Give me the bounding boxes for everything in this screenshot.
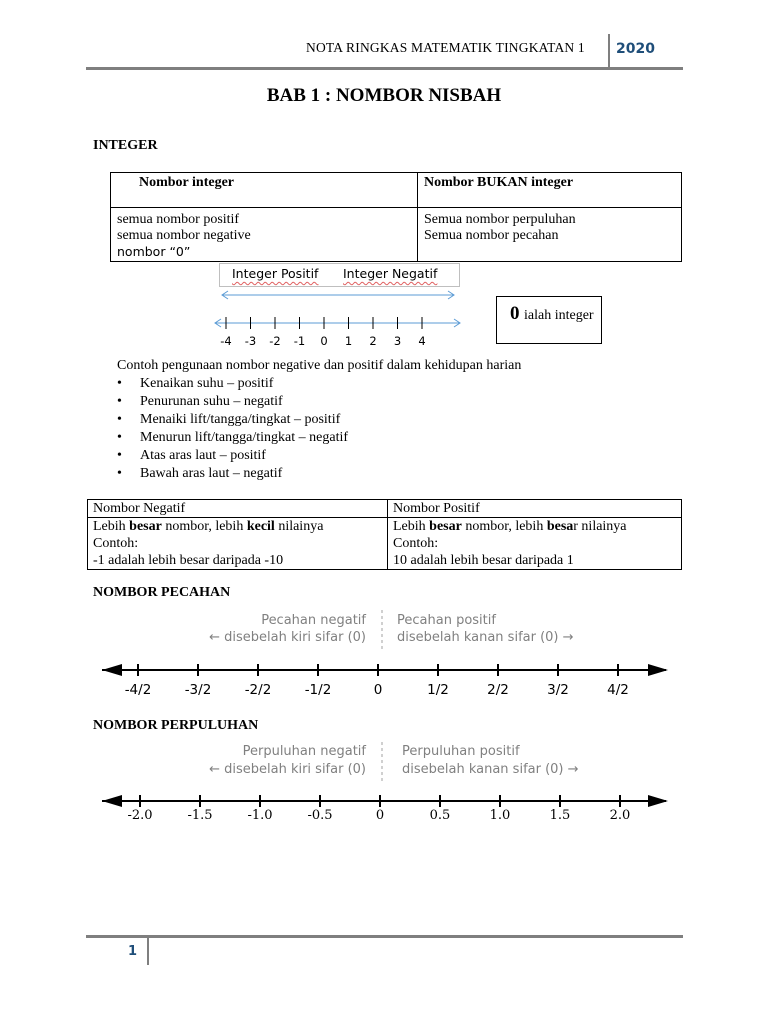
- integer-line-2: semua nombor negative: [117, 228, 251, 243]
- negative-contoh: Contoh:: [93, 536, 139, 551]
- decimal-tick-label: -1.0: [247, 808, 273, 823]
- decimal-tick-label: -0.5: [307, 808, 333, 823]
- positive-header: Nombor Positif: [388, 500, 682, 518]
- decimal-tick-label: 2.0: [609, 808, 631, 823]
- decimal-axis-left-arrow: [102, 795, 122, 807]
- negative-example: -1 adalah lebih besar daripada -10: [93, 553, 284, 568]
- integer-cell: [111, 208, 418, 262]
- integer-number-line: [210, 285, 470, 350]
- negative-rule: Lebih besar nombor, lebih kecil nilainya: [93, 519, 324, 534]
- integer-tick-label: 3: [393, 334, 402, 348]
- positive-contoh: Contoh:: [393, 536, 439, 551]
- list-item: • Bawah aras laut – negatif: [117, 465, 348, 483]
- zero-note-box: [496, 296, 602, 344]
- fraction-tick-label: -1/2: [304, 682, 332, 696]
- decimal-positive-label: Perpuluhan positif disebelah kanan sifar (0) →: [402, 744, 579, 777]
- list-item: • Menaiki lift/tangga/tingkat – positif: [117, 411, 348, 429]
- negative-header: Nombor Negatif: [88, 500, 388, 518]
- integer-negative-label: Integer Negatif: [343, 266, 438, 281]
- decimal-number-line: [90, 738, 680, 828]
- integer-header: Nombor integer: [111, 173, 418, 208]
- fraction-tick-label: -2/2: [244, 682, 272, 696]
- zero-note-text: ialah integer: [524, 308, 594, 323]
- negative-cell: [88, 518, 388, 570]
- fraction-tick-label: -3/2: [184, 682, 212, 696]
- footer-separator: [147, 937, 149, 965]
- fraction-axis-right-arrow: [648, 664, 668, 676]
- decimal-negative-label: Perpuluhan negatif ← disebelah kiri sifar (0): [209, 744, 366, 777]
- integer-tick-label: -4: [220, 334, 232, 348]
- positive-rule: Lebih besar nombor, lebih besar nilainya: [393, 519, 627, 534]
- fraction-tick-label: 4/2: [607, 682, 629, 696]
- non-integer-line-2: Semua nombor pecahan: [424, 228, 559, 243]
- usage-intro: Contoh pengunaan nombor negative dan positif dalam kehidupan harian: [117, 358, 522, 373]
- integer-tick-label: 2: [369, 334, 377, 348]
- fraction-positive-label: Pecahan positif disebelah kanan sifar (0) →: [397, 613, 574, 645]
- decimal-tick-label: -2.0: [127, 808, 153, 823]
- fraction-negative-label: Pecahan negatif ← disebelah kiri sifar (0): [209, 613, 366, 645]
- integer-heading: INTEGER: [93, 138, 158, 153]
- chapter-title: BAB 1 : NOMBOR NISBAH: [266, 85, 502, 106]
- integer-table: [110, 172, 682, 262]
- usage-list: [117, 375, 348, 483]
- list-item: • Kenaikan suhu – positif: [117, 375, 348, 393]
- fraction-number-line: [90, 606, 680, 696]
- integer-positive-label: Integer Positif: [232, 266, 319, 281]
- positive-example: 10 adalah lebih besar daripada 1: [393, 553, 574, 568]
- header-title: NOTA RINGKAS MATEMATIK TINGKATAN 1: [306, 40, 585, 55]
- fraction-tick-label: 2/2: [487, 682, 509, 696]
- decimal-tick-label: 1.5: [549, 808, 571, 823]
- fraction-tick-label: 0: [373, 682, 383, 696]
- decimal-tick-label: 1.0: [489, 808, 511, 823]
- list-item: • Atas aras laut – positif: [117, 447, 348, 465]
- list-item: • Menurun lift/tangga/tingkat – negatif: [117, 429, 348, 447]
- integer-tick-label: 4: [418, 334, 426, 348]
- decimal-tick-label: 0: [375, 808, 385, 823]
- decimal-tick-label: -1.5: [187, 808, 213, 823]
- non-integer-cell: [418, 208, 682, 262]
- fraction-tick-label: -4/2: [124, 682, 152, 696]
- non-integer-line-1: Semua nombor perpuluhan: [424, 212, 576, 227]
- integer-line-3: nombor “0”: [117, 244, 191, 259]
- comparison-table: [87, 499, 682, 570]
- header-separator: [608, 34, 610, 70]
- fraction-heading: NOMBOR PECAHAN: [93, 585, 231, 600]
- positive-cell: [388, 518, 682, 570]
- header-rule: [86, 67, 683, 70]
- non-integer-header: Nombor BUKAN integer: [418, 173, 682, 208]
- footer-rule: [86, 935, 683, 938]
- fraction-tick-label: 3/2: [547, 682, 569, 696]
- header-year: 2020: [616, 41, 655, 57]
- page-number: 1: [128, 944, 138, 959]
- fraction-tick-label: 1/2: [427, 682, 449, 696]
- integer-tick-label: -3: [244, 334, 257, 348]
- integer-tick-label: 1: [344, 334, 353, 348]
- decimal-axis-right-arrow: [648, 795, 668, 807]
- integer-line-1: semua nombor positif: [117, 212, 240, 227]
- decimal-heading: NOMBOR PERPULUHAN: [93, 718, 259, 733]
- integer-tick-label: -1: [293, 334, 306, 348]
- zero-note-number: 0: [510, 303, 520, 324]
- integer-tick-label: 0: [320, 334, 328, 348]
- fraction-axis-left-arrow: [102, 664, 122, 676]
- decimal-tick-label: 0.5: [429, 808, 451, 823]
- list-item: • Penurunan suhu – negatif: [117, 393, 348, 411]
- integer-tick-label: -2: [269, 334, 281, 348]
